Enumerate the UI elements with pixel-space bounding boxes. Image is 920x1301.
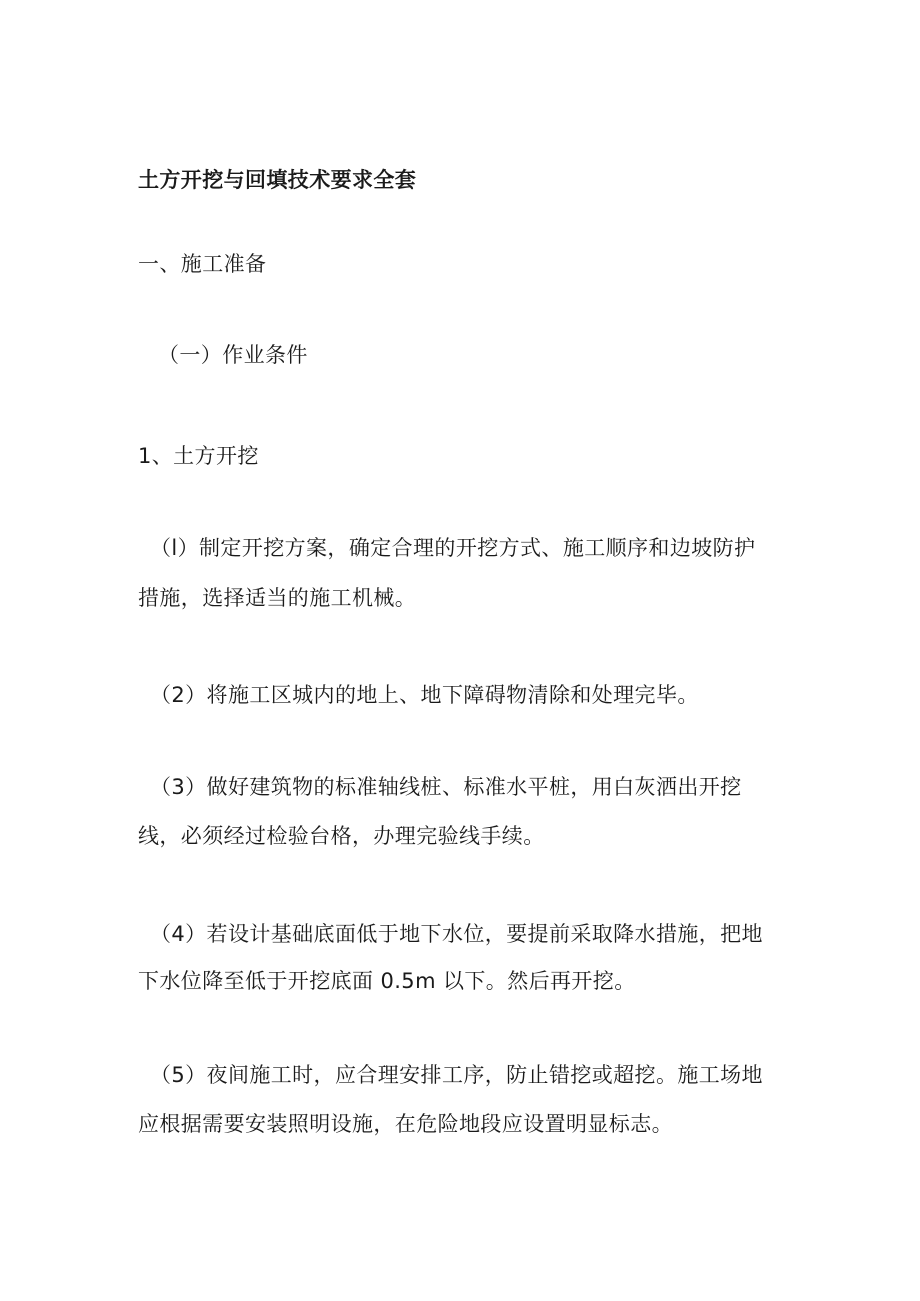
paragraph-3-line-1: （3）做好建筑物的标准轴线桩、标准水平桩，用白灰洒出开挖 [150,775,742,799]
section-heading: 一、施工准备 [138,252,267,276]
paragraph-4-line-1: （4）若设计基础底面低于地下水位，要提前采取降水措施，把地 [150,922,763,946]
subsection-heading: （一）作业条件 [158,343,308,367]
paragraph-3-line-2: 线，必须经过检验台格，办理完验线手续。 [138,824,545,848]
paragraph-1-line-2: 措施，选择适当的施工机械。 [138,586,417,610]
paragraph-5-line-2: 应根据需要安装照明设施，在危险地段应设置明显标志。 [138,1112,673,1136]
document-title: 土方开挖与回填技术要求全套 [138,168,417,192]
paragraph-1-line-1: （l）制定开挖方案，确定合理的开挖方式、施工顺序和边坡防护 [150,536,756,560]
paragraph-2-line-1: （2）将施工区城内的地上、地下障碍物清除和处理完毕。 [150,683,699,707]
paragraph-4-line-2: 下水位降至低于开挖底面 0.5m 以下。然后再开挖。 [138,969,636,993]
paragraph-5-line-1: （5）夜间施工时，应合理安排工序，防止错挖或超挖。施工场地 [150,1063,763,1087]
item-heading: 1、土方开挖 [138,444,259,468]
